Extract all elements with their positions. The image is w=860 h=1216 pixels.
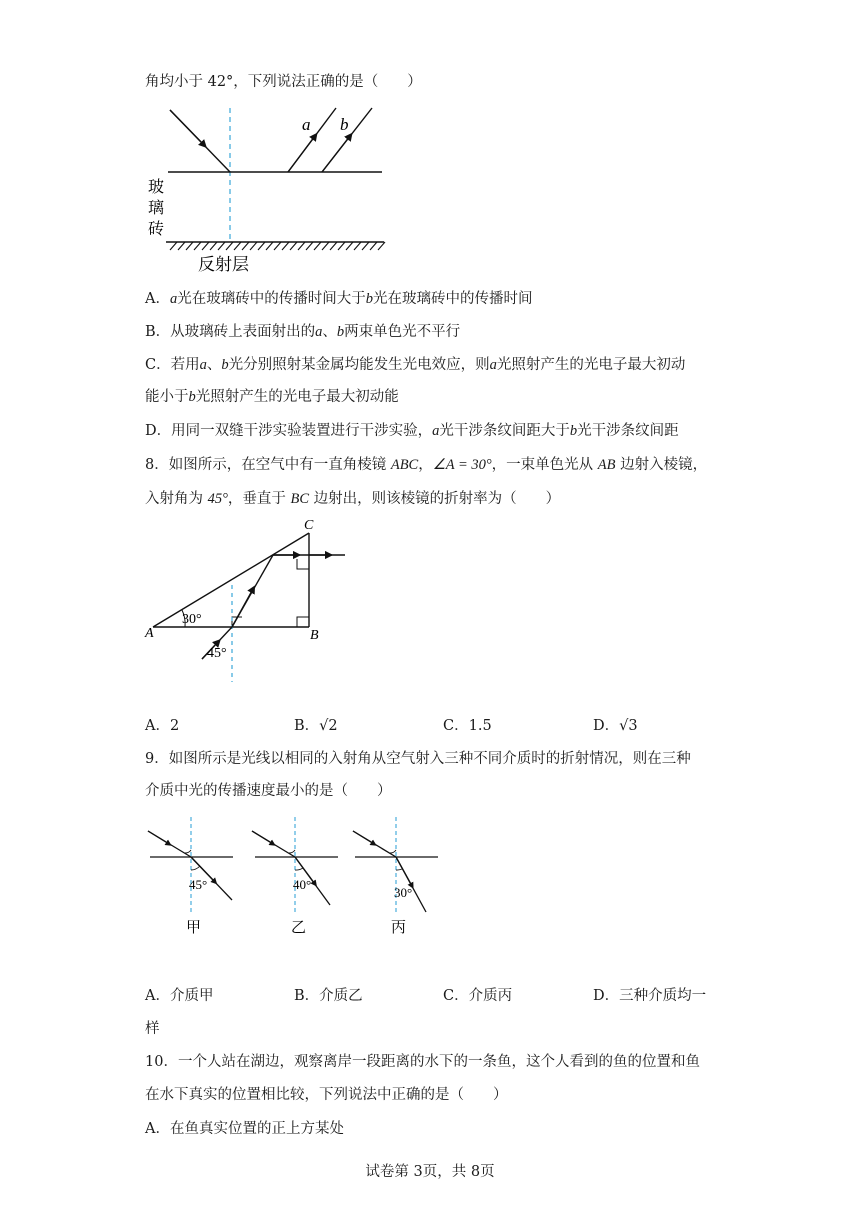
hatch-mark <box>346 242 353 250</box>
medium-jia-label: 甲 <box>186 920 202 936</box>
hatch-mark <box>306 242 313 250</box>
glass-label-2: 璃 <box>148 200 165 217</box>
angle-45-label: 45° <box>207 646 227 661</box>
hatch-mark <box>322 242 329 250</box>
hatch-mark <box>194 242 201 250</box>
hatch-mark <box>338 242 345 250</box>
hatch-mark <box>226 242 233 250</box>
q7-option-c-cont: 能小于b光照射产生的光电子最大初动能 <box>145 389 399 405</box>
q9-option-d-wrap: 样 <box>145 1021 160 1037</box>
reflective-layer-label: 反射层 <box>198 255 249 274</box>
q8-option-d: D．√3 <box>593 718 638 734</box>
medium-bing-diagram <box>353 817 438 936</box>
q7-figure <box>140 100 400 280</box>
medium-yi-diagram <box>252 817 338 936</box>
q7-option-b: B．从玻璃砖上表面射出的a、b两束单色光不平行 <box>145 324 461 340</box>
hatch-mark <box>314 242 321 250</box>
hatch-mark <box>354 242 361 250</box>
angle-30-label: 30° <box>182 612 202 627</box>
q7-stem-tail: 角均小于 42°，下列说法正确的是（ ） <box>145 74 422 90</box>
prism-side-ac <box>153 533 309 627</box>
medium-bing-label: 丙 <box>391 920 407 936</box>
q7-option-c: C．若用a、b光分别照射某金属均能发生光电效应，则a光照射产生的光电子最大初动 <box>145 357 686 373</box>
medium-yi-label: 乙 <box>291 920 307 936</box>
hatch-mark <box>298 242 305 250</box>
vertex-c: C <box>304 518 314 533</box>
q9-option-a: A．介质甲 <box>145 988 214 1004</box>
vertex-a: A <box>145 626 154 641</box>
q7-option-d: D．用同一双缝干涉实验装置进行干涉实验，a光干涉条纹间距大于b光干涉条纹间距 <box>145 423 679 439</box>
medium-bing-angle: 30° <box>394 885 413 900</box>
hatch-mark <box>242 242 249 250</box>
medium-yi-angle: 40° <box>293 877 312 892</box>
q7-option-a: A．a光在玻璃砖中的传播时间大于b光在玻璃砖中的传播时间 <box>145 291 533 307</box>
glass-label-1: 玻 <box>148 179 165 196</box>
hatch-mark <box>378 242 385 250</box>
hatch-mark <box>250 242 257 250</box>
glass-label-3: 砖 <box>148 221 165 238</box>
label-b: b <box>340 115 349 134</box>
hatch-mark <box>282 242 289 250</box>
q8-stem-line2: 入射角为 45°，垂直于 BC 边射出，则该棱镜的折射率为（ ） <box>145 491 561 507</box>
q10-option-a: A．在鱼真实位置的正上方某处 <box>145 1121 344 1137</box>
page-footer: 试卷第 3页，共 8页 <box>365 1164 495 1180</box>
q8-figure <box>145 517 365 667</box>
hatch-mark <box>362 242 369 250</box>
q8-option-b: B．√2 <box>294 718 338 734</box>
q9-stem-line1: 9．如图所示是光线以相同的入射角从空气射入三种不同介质时的折射情况，则在三种 <box>145 751 691 767</box>
hatch-mark <box>202 242 209 250</box>
q8-option-a: A．2 <box>145 718 180 734</box>
hatch-mark <box>234 242 241 250</box>
hatch-mark <box>290 242 297 250</box>
hatch-mark <box>218 242 225 250</box>
q9-stem-line2: 介质中光的传播速度最小的是（ ） <box>145 783 392 799</box>
hatch-mark <box>170 242 177 250</box>
hatch-mark <box>370 242 377 250</box>
hatch-mark <box>274 242 281 250</box>
q10-stem-line1: 10．一个人站在湖边，观察离岸一段距离的水下的一条鱼，这个人看到的鱼的位置和鱼 <box>145 1054 700 1070</box>
hatch-mark <box>330 242 337 250</box>
q9-option-b: B．介质乙 <box>294 988 363 1004</box>
q9-figures <box>145 815 445 945</box>
medium-jia-angle: 45° <box>189 877 208 892</box>
q9-option-d: D．三种介质均一 <box>593 988 707 1004</box>
hatch-mark <box>178 242 185 250</box>
hatch-mark <box>258 242 265 250</box>
q9-option-c: C．介质丙 <box>443 988 513 1004</box>
q10-stem-line2: 在水下真实的位置相比较，下列说法中正确的是（ ） <box>145 1087 508 1103</box>
vertex-b: B <box>310 628 319 643</box>
label-a: a <box>302 115 311 134</box>
q8-stem-line1: 8．如图所示，在空气中有一直角棱镜 ABC，∠A = 30°，一束单色光从 AB 边射入棱镜， <box>145 457 708 473</box>
hatch-mark <box>186 242 193 250</box>
q8-option-c: C．1.5 <box>443 718 492 734</box>
hatch-mark <box>210 242 217 250</box>
hatch-mark <box>266 242 273 250</box>
medium-jia-diagram <box>148 817 233 936</box>
